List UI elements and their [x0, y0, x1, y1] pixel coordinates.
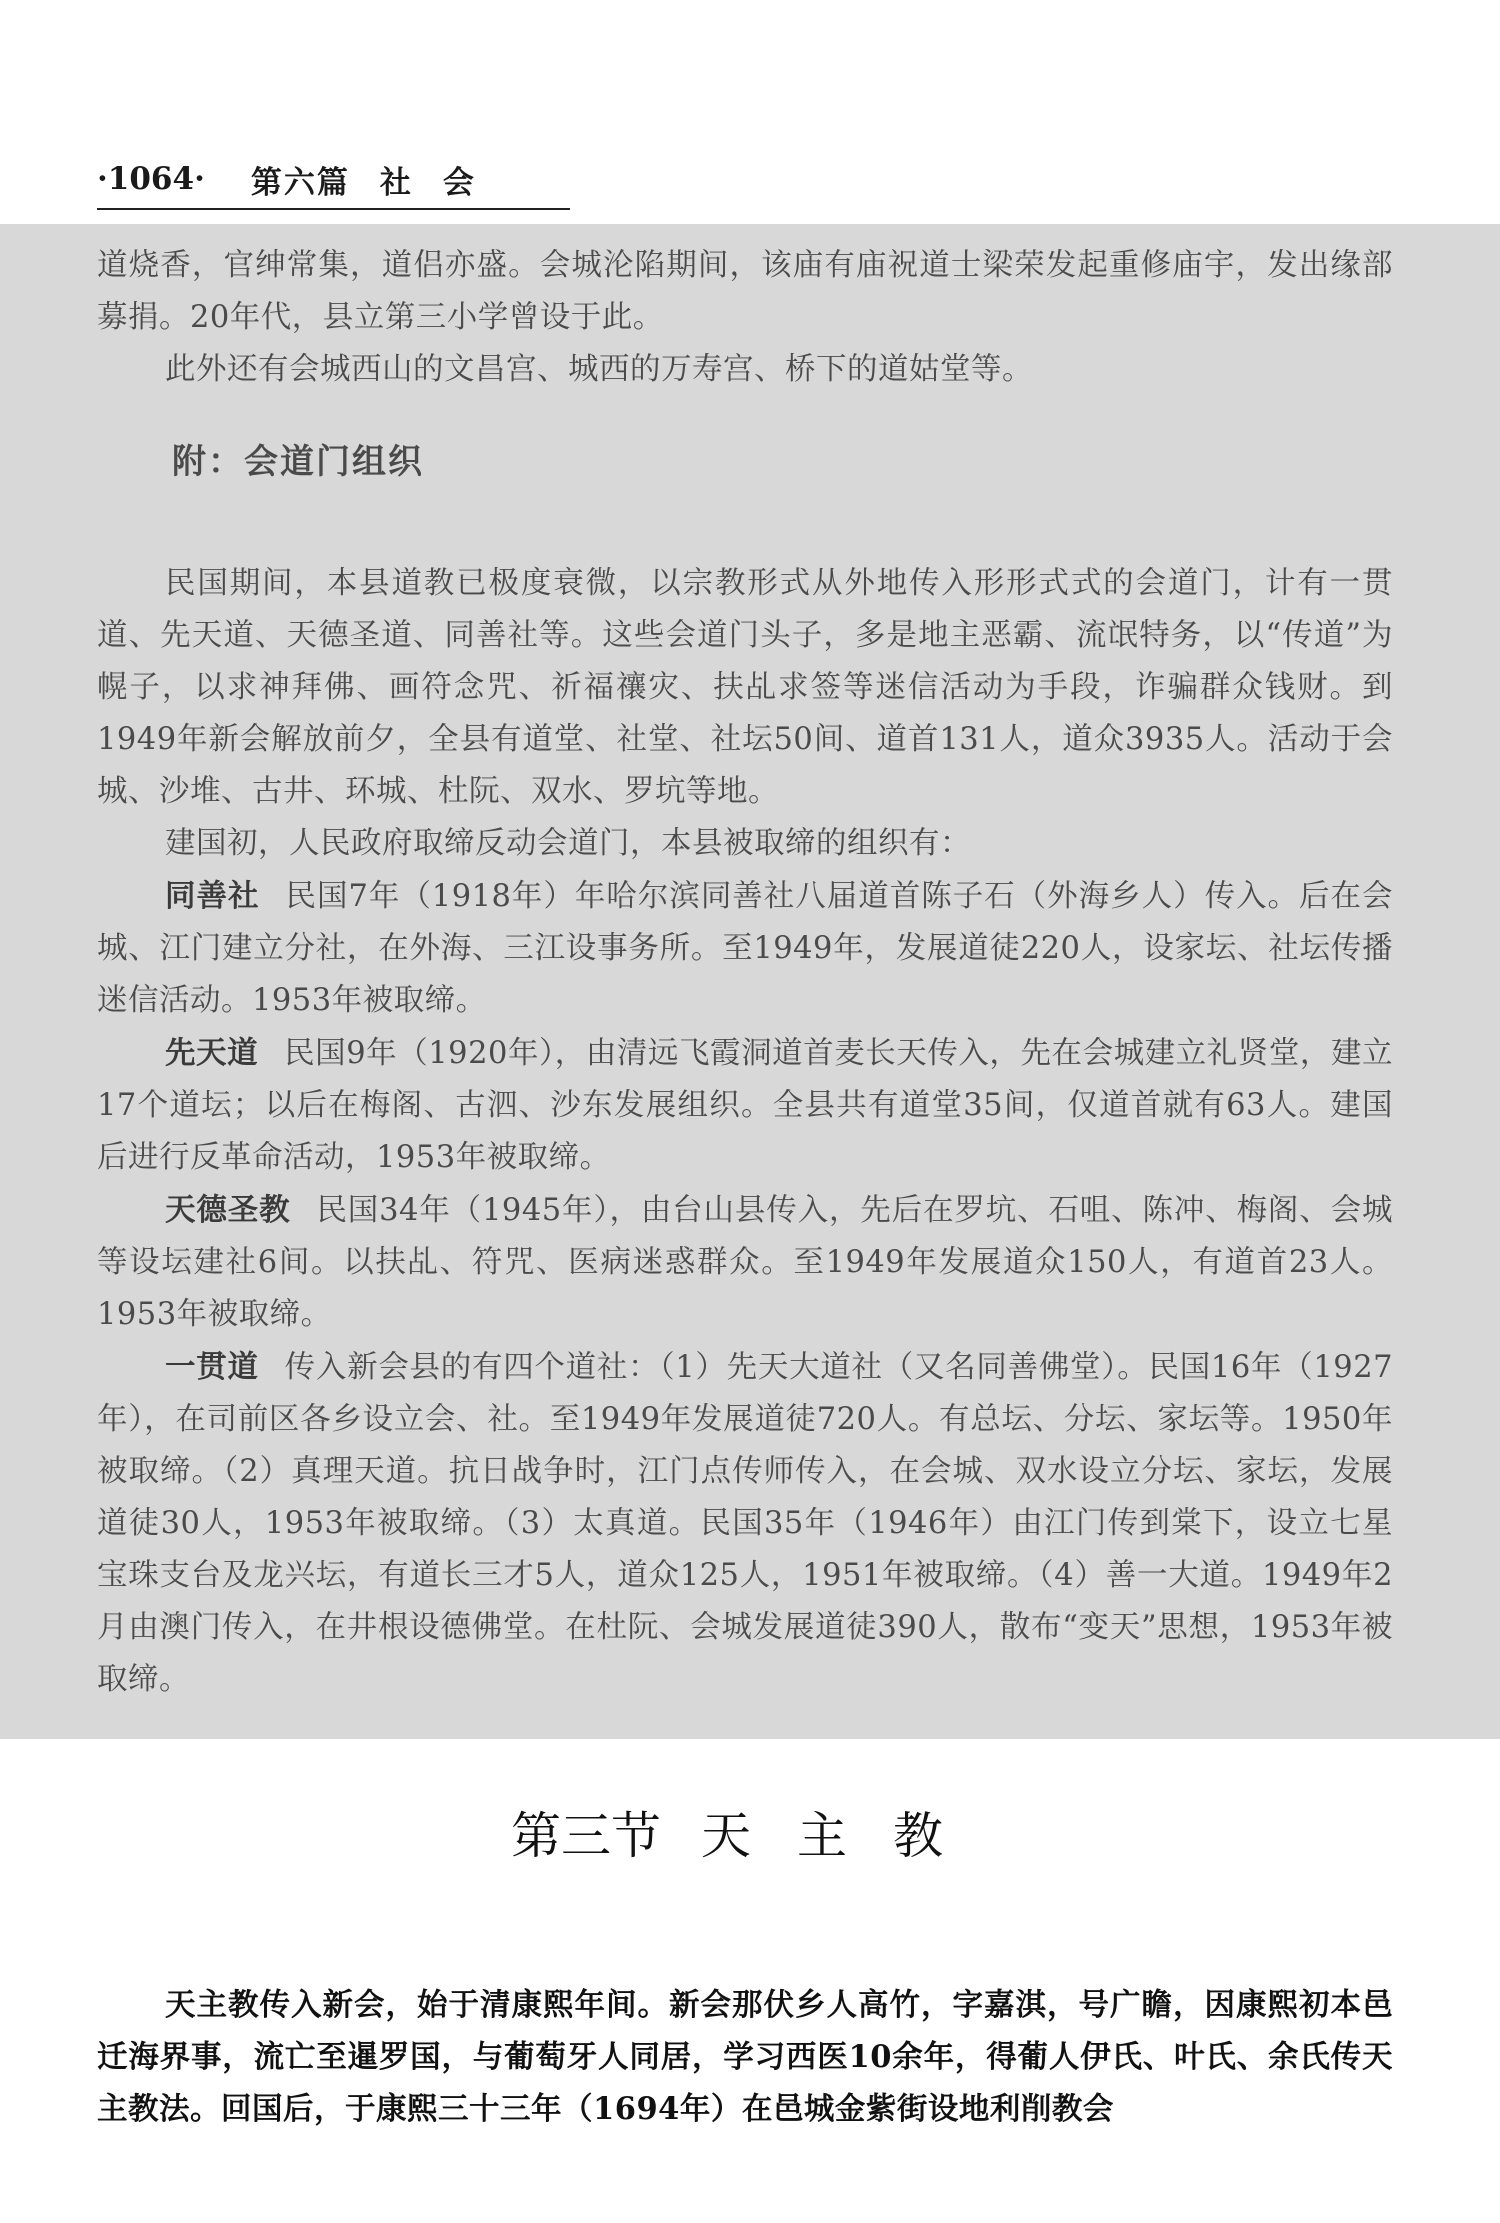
entry-text: 民国9年（1920年），由清远飞霞洞道首麦长天传入，先在会城建立礼贤堂，建立17个道坛；以后在梅阁、古泗、沙东发展组织。全县共有道堂35间，仅道首就有63人。建国后进行反革命活动，1953年被取缔。 [97, 1036, 1393, 1175]
appendix-paragraph-1: 民国期间，本县道教已极度衰微，以宗教形式从外地传入形形式式的会道门，计有一贯道、先天道、天德圣道、同善社等。这些会道门头子，多是地主恶霸、流氓特务，以“传道”为幌子，以求神拜佛、画符念咒、祈福禳灾、扶乩求签等迷信活动为手段，诈骗群众钱财。到1949年新会解放前夕，全县有道堂、社堂、社坛50间、道首131人，道众3935人。活动于会城、沙堆、古井、环城、杜阮、双水、罗坑等地。 [97, 566, 1393, 809]
appendix-heading: 附：会道门组织 [172, 442, 424, 482]
entry-xiantiandao [97, 1027, 1393, 1184]
entry-tiandeshengjiao [97, 1184, 1393, 1341]
entry-term: 先天道 [165, 1035, 259, 1071]
main-paragraph: 天主教传入新会，始于清康熙年间。新会那伏乡人高竹，字嘉淇，号广瞻，因康熙初本邑迁海界事，流亡至暹罗国，与葡萄牙人同居，学习西医10余年，得葡人伊氏、叶氏、余氏传天主教法。回国后，于康熙三十三年（1694年）在邑城金紫街设地利削教会 [97, 1987, 1393, 2127]
section-char-2: 会 [442, 164, 476, 201]
section-char-1: 社 [379, 164, 413, 201]
intro-paragraph-2: 此外还有会城西山的文昌宫、城西的万寿宫、桥下的道姑堂等。 [165, 352, 1033, 387]
main-text-block [97, 1979, 1393, 2135]
entry-term: 天德圣教 [165, 1192, 291, 1228]
entry-term: 一贯道 [165, 1349, 259, 1385]
section-title [0, 1796, 1500, 1868]
section-number: 第三节 [511, 1807, 661, 1865]
shaded-block [0, 224, 1500, 1739]
running-header [97, 150, 570, 210]
entry-text: 民国34年（1945年），由台山县传入，先后在罗坑、石咀、陈冲、梅阁、会城等设坛建社6间。以扶乩、符咒、医病迷惑群众。至1949年发展道众150人，有道首23人。1953年被取缔。 [97, 1193, 1394, 1332]
entry-text: 传入新会县的有四个道社：（1）先天大道社（又名同善佛堂）。民国16年（1927年），在司前区各乡设立会、社。至1949年发展道徒720人。有总坛、分坛、家坛等。1950年被取缔。（2）真理天道。抗日战争时，江门点传师传入，在会城、双水设立分坛、家坛，发展道徒30人，1953年被取缔。（3）太真道。民国35年（1946年）由江门传到棠下，设立七星宝珠支台及龙兴坛，有道长三才5人，道众125人，1951年被取缔。（4）善一大道。1949年2月由澳门传入，在井根设德佛堂。在杜阮、会城发展道徒390人，散布“变天”思想，1953年被取缔。 [97, 1350, 1393, 1697]
appendix-paragraph-2: 建国初，人民政府取缔反动会道门，本县被取缔的组织有： [165, 826, 971, 861]
intro-paragraph-1: 道烧香，官绅常集，道侣亦盛。会城沦陷期间，该庙有庙祝道士梁荣发起重修庙宇，发出缘部募捐。20年代，县立第三小学曾设于此。 [97, 248, 1393, 335]
entry-term: 同善社 [165, 878, 260, 914]
entry-yiguandao [97, 1341, 1393, 1706]
intro-block [97, 240, 1393, 396]
entry-tongshanshe [97, 870, 1393, 1027]
entry-text: 民国7年（1918年）年哈尔滨同善社八届道首陈子石（外海乡人）传入。后在会城、江门建立分社，在外海、三江设事务所。至1949年，发展道徒220人，设家坛、社坛传播迷信活动。1953年被取缔。 [97, 879, 1394, 1018]
chapter-label: 第六篇 [250, 164, 350, 201]
section-name: 天主教 [701, 1807, 989, 1865]
page-number: ·1064· [97, 161, 205, 197]
appendix-body [97, 558, 1393, 1706]
chapter-title [251, 157, 476, 202]
